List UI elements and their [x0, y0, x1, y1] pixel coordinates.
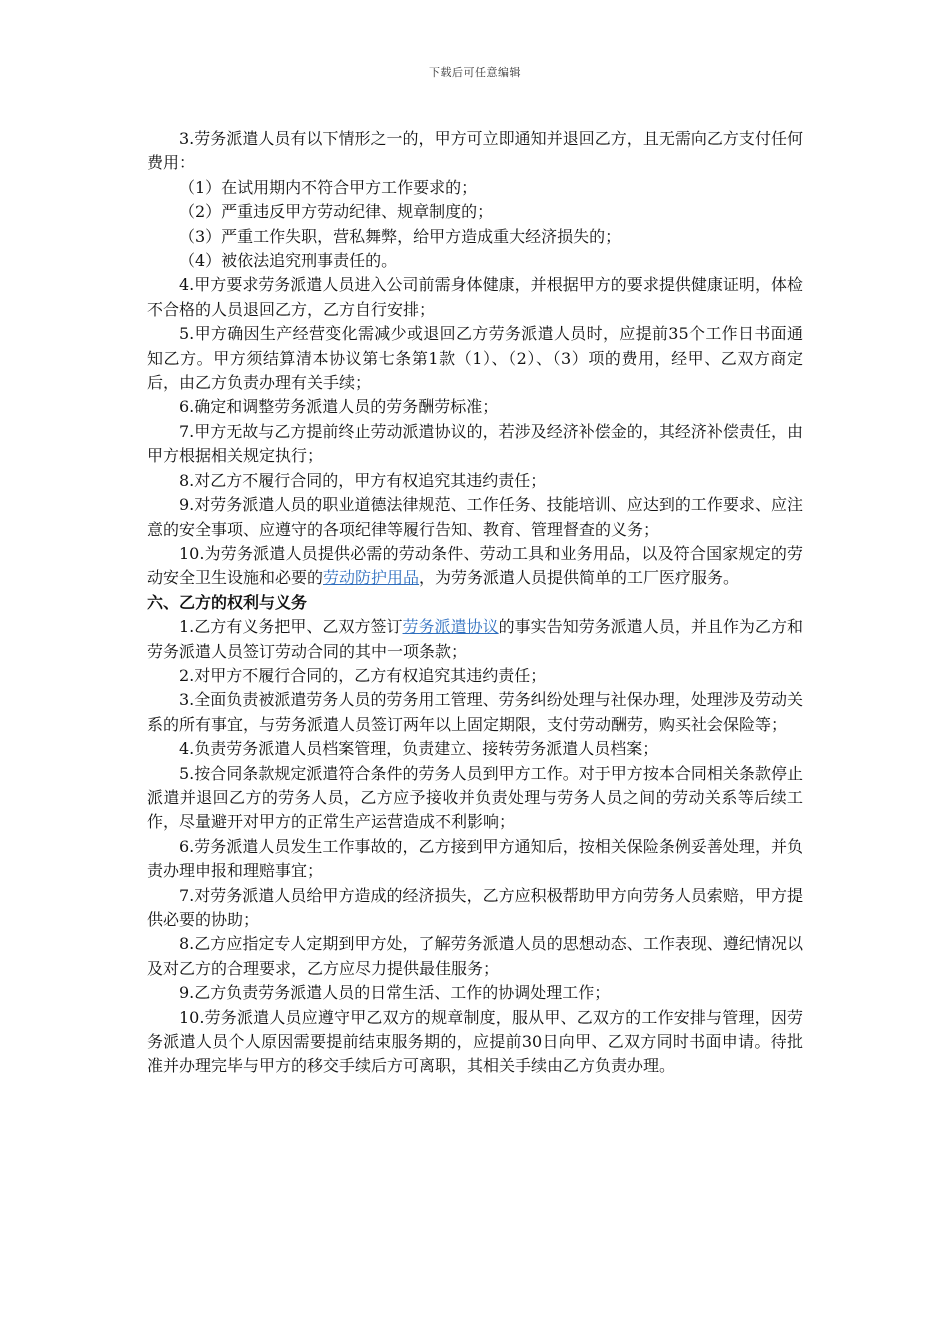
clause-b-1 [147, 615, 803, 664]
clause-b-9: 9.乙方负责劳务派遣人员的日常生活、工作的协调处理工作； [179, 983, 611, 1003]
clause-a-3-3: （3）严重工作失职，营私舞弊，给甲方造成重大经济损失的； [179, 226, 622, 246]
clause-a-10-text-before: 10.为劳务派遣人员提供必需的劳动条件、劳动工具和业务用品，以及符合国家规定的劳动安全卫生设施和必要的 [147, 543, 803, 588]
clause-a-8: 8.对乙方不履行合同的，甲方有权追究其违约责任； [179, 470, 547, 490]
clause-b-1-text-before: 1.乙方有义务把甲、乙双方签订 [179, 617, 403, 637]
clause-b-6: 6.劳务派遣人员发生工作事故的，乙方接到甲方通知后，按相关保险条例妥善处理，并负责办理申报和理赔事宜； [147, 836, 803, 881]
clause-b-4: 4.负责劳务派遣人员档案管理，负责建立、接转劳务派遣人员档案； [179, 739, 659, 759]
clause-a-3: 3.劳务派遣人员有以下情形之一的，甲方可立即通知并退回乙方，且无需向乙方支付任何费用： [147, 129, 803, 173]
clause-a-3-1: （1）在试用期内不符合甲方工作要求的； [179, 177, 478, 197]
clause-b-3: 3.全面负责被派遣劳务人员的劳务用工管理、劳务纠纷处理与社保办理，处理涉及劳动关系的所有事宜，与劳务派遣人员签订两年以上固定期限，支付劳动酬劳，购买社会保险等； [147, 690, 803, 734]
clause-a-5: 5.甲方确因生产经营变化需减少或退回乙方劳务派遣人员时，应提前35个工作日书面通知乙方。甲方须结算清本协议第七条第1款（1）、（2）、（3）项的费用，经甲、乙双方商定后，由乙方负责办理有关手续； [147, 324, 803, 393]
clause-a-9: 9.对劳务派遣人员的职业道德法律规范、工作任务、技能培训、应达到的工作要求、应注意的安全事项、应遵守的各项纪律等履行告知、教育、管理督查的义务； [147, 495, 803, 539]
clause-a-3-2: （2）严重违反甲方劳动纪律、规章制度的； [179, 202, 494, 222]
protective-equipment-link[interactable]: 劳动防护用品 [323, 568, 420, 588]
section-six-heading: 六、乙方的权利与义务 [147, 592, 308, 612]
clause-a-7: 7.甲方无故与乙方提前终止劳动派遣协议的，若涉及经济补偿金的，其经济补偿责任，由甲方根据相关规定执行； [147, 421, 803, 466]
clause-b-10: 10.劳务派遣人员应遵守甲乙双方的规章制度，服从甲、乙双方的工作安排与管理，因劳务派遣人员个人原因需要提前结束服务期的，应提前30日向甲、乙双方同时书面申请。待批准并办理完毕与甲方的移交手续后方可离职，其相关手续由乙方负责办理。 [147, 1007, 803, 1076]
clause-a-3-4: （4）被依法追究刑事责任的。 [179, 251, 398, 271]
clause-a-4: 4.甲方要求劳务派遣人员进入公司前需身体健康，并根据甲方的要求提供健康证明，体检不合格的人员退回乙方，乙方自行安排； [147, 275, 803, 319]
clause-b-2: 2.对甲方不履行合同的，乙方有权追究其违约责任； [179, 665, 547, 685]
clause-a-6: 6.确定和调整劳务派遣人员的劳务酬劳标准； [179, 397, 499, 417]
clause-b-1-text-after: 的事实告知劳务派遣人员，并且作为乙方和劳务派遣人员签订劳动合同的其中一项条款； [147, 617, 803, 661]
dispatch-agreement-link[interactable]: 劳务派遣协议 [402, 617, 499, 637]
clause-a-10 [147, 542, 803, 591]
page-header: 下载后可任意编辑 [429, 66, 521, 79]
clause-b-8: 8.乙方应指定专人定期到甲方处，了解劳务派遣人员的思想动态、工作表现、遵纪情况以及对乙方的合理要求，乙方应尽力提供最佳服务； [147, 934, 803, 978]
document-body [147, 127, 803, 1079]
clause-b-5: 5.按合同条款规定派遣符合条件的劳务人员到甲方工作。对于甲方按本合同相关条款停止派遣并退回乙方的劳务人员，乙方应予接收并负责处理与劳务人员之间的劳动关系等后续工作，尽量避开对甲方的正常生产运营造成不利影响； [147, 763, 803, 832]
clause-b-7: 7.对劳务派遣人员给甲方造成的经济损失，乙方应积极帮助甲方向劳务人员索赔，甲方提供必要的协助； [147, 885, 803, 929]
clause-a-10-text-after: ，为劳务派遣人员提供简单的工厂医疗服务。 [419, 568, 740, 588]
